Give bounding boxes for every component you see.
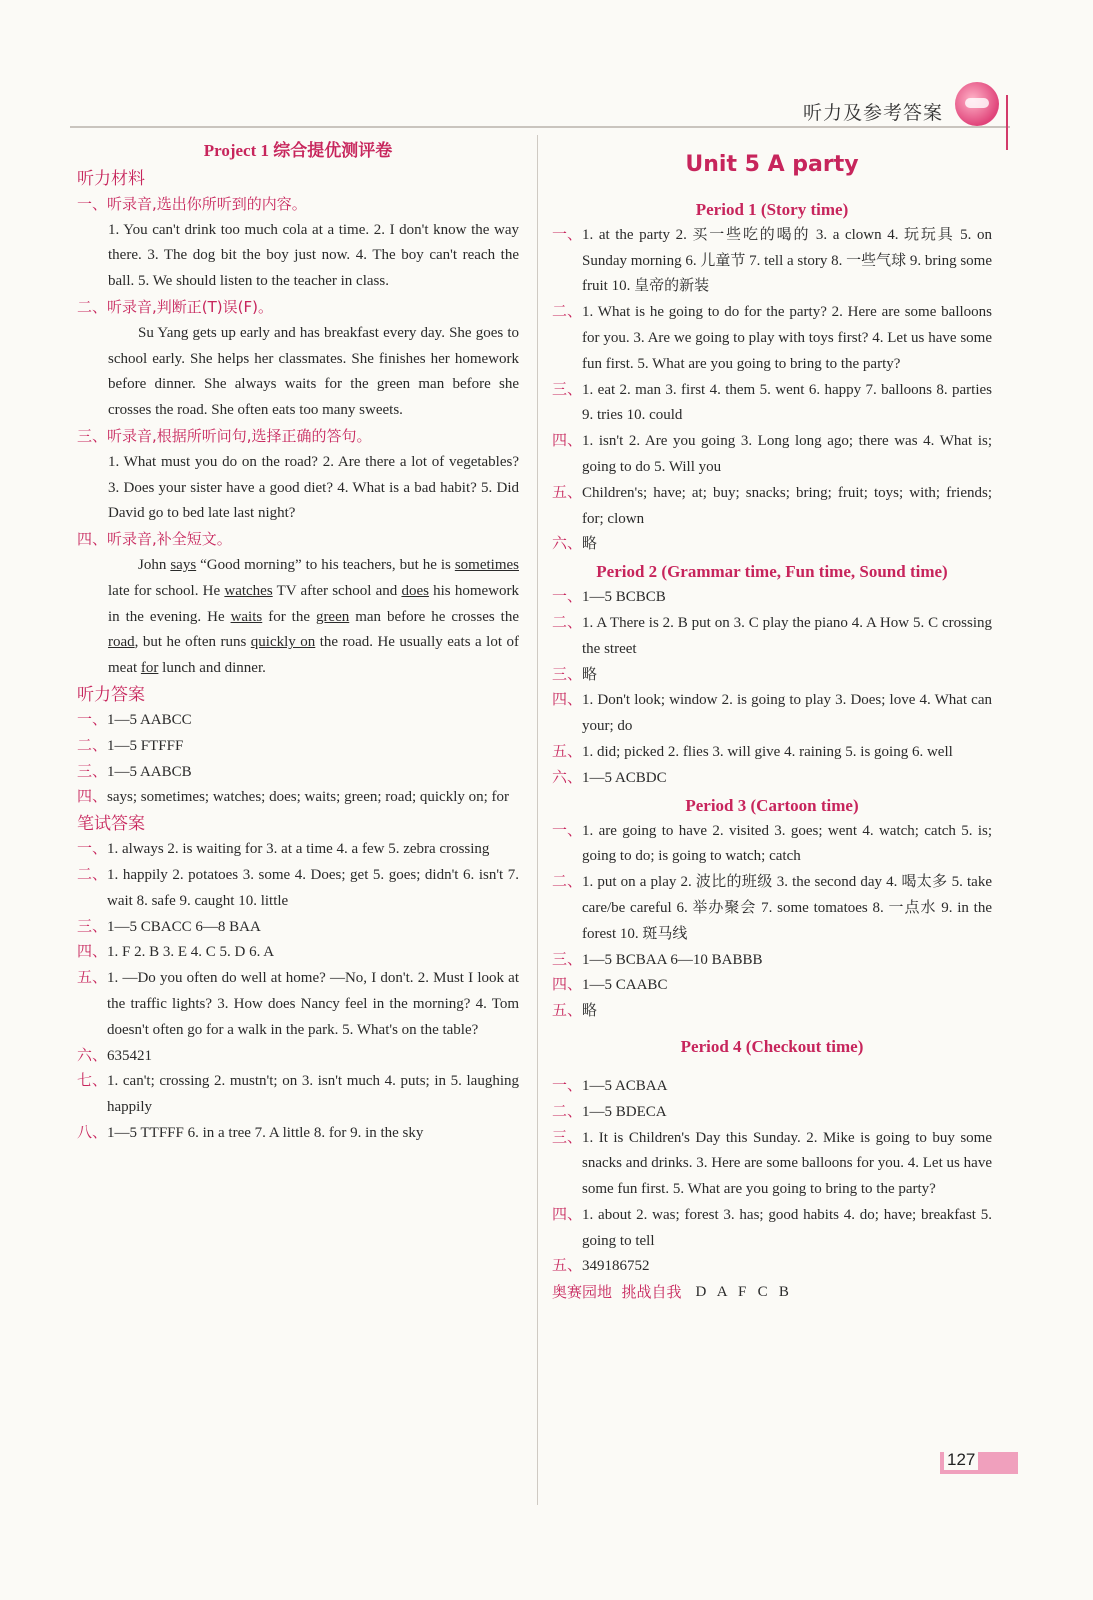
listening-material-heading: 听力材料 bbox=[77, 168, 145, 189]
written-answers-heading: 笔试答案 bbox=[77, 814, 145, 835]
question-4-heading: 四、听录音,补全短文。 bbox=[77, 530, 232, 549]
answer-row: 三、 略 bbox=[552, 666, 598, 683]
olympiad-answers: D A F C B bbox=[695, 1284, 789, 1301]
left-column bbox=[77, 138, 519, 1147]
answer-row: 六、 635421 bbox=[77, 1047, 153, 1064]
period-3-title: Period 3 (Cartoon time) bbox=[685, 795, 859, 815]
olympiad-row bbox=[552, 1280, 992, 1306]
answer-row: 三、 1. It is Children's Day this Sunday. 2. Mike is going to buy some snacks and drinks. 3. Here are some balloons for you. 4. Let us have some fun first. 5. What are you going to bring to the party? bbox=[552, 1129, 992, 1198]
page-number: 127 bbox=[944, 1450, 978, 1470]
question-4-text: John says “Good morning” to his teachers, but he is sometimes late for school. He watches TV after school and does his homework in the evening. He waits for the green man before he crosses the road, but he often runs quickly on the road. He usually eats a lot of meat for lunch and dinner. bbox=[108, 556, 519, 677]
answer-row: 四、 1. isn't 2. Are you going 3. Long long ago; there was 4. What is; going to do 5. Will you bbox=[552, 433, 992, 475]
answer-row: 三、 1—5 CBACC 6—8 BAA bbox=[77, 918, 261, 935]
answer-row: 六、 略 bbox=[552, 536, 598, 553]
question-2-heading: 二、听录音,判断正(T)误(F)。 bbox=[77, 297, 273, 316]
answer-row: 二、 1. happily 2. potatoes 3. some 4. Does; get 5. goes; didn't 6. isn't 7. wait 8. safe 9. caught 10. little bbox=[77, 866, 519, 909]
answer-row: 五、 Children's; have; at; buy; snacks; bring; fruit; toys; with; friends; for; clown bbox=[552, 484, 992, 527]
project-title: Project 1 综合提优测评卷 bbox=[203, 141, 393, 160]
question-3-text: 1. What must you do on the road? 2. Are there a lot of vegetables? 3. Does your sister have a good diet? 4. What is a bad habit? 5. Did David go to bed late last night? bbox=[108, 453, 519, 522]
answer-row: 二、 1—5 BDECA bbox=[552, 1103, 667, 1120]
answer-row: 五、 349186752 bbox=[552, 1258, 650, 1275]
period-2-title: Period 2 (Grammar time, Fun time, Sound time) bbox=[596, 562, 948, 582]
period-1-title: Period 1 (Story time) bbox=[695, 199, 849, 219]
logo-icon bbox=[955, 82, 999, 126]
question-3-heading: 三、听录音,根据所听问句,选择正确的答句。 bbox=[77, 426, 372, 445]
listening-answers-list bbox=[77, 708, 519, 811]
answer-row: 八、 1—5 TTFFF 6. in a tree 7. A little 8. for 9. in the sky bbox=[77, 1124, 424, 1141]
answer-row: 二、 1. What is he going to do for the party? 2. Here are some balloons for you. 3. Are we going to play with toys first? 4. Let us have some fun first. 5. What are you going to bring to the party? bbox=[552, 304, 992, 372]
answer-row: 一、 1. always 2. is waiting for 3. at a time 4. a few 5. zebra crossing bbox=[77, 841, 490, 858]
olympiad-label: 奥赛园地 挑战自我 bbox=[552, 1283, 682, 1302]
answer-row: 四、 1. Don't look; window 2. is going to play 3. Does; love 4. What can your; do bbox=[552, 692, 992, 735]
header-accent-bar bbox=[1006, 95, 1008, 150]
answer-row: 二、 1. A There is 2. B put on 3. C play the piano 4. A How 5. C crossing the street bbox=[552, 614, 992, 657]
question-1-text: 1. You can't drink too much cola at a time. 2. I don't know the way there. 3. The dog bit the boy just now. 4. The boy can't reach the ball. 5. We should listen to the teacher in class. bbox=[108, 221, 519, 290]
answer-row: 三、 1—5 BCBAA 6—10 BABBB bbox=[552, 951, 763, 968]
answer-row: 四、 1—5 CAABC bbox=[552, 977, 668, 994]
answer-row: 五、 1. —Do you often do well at home? —No, I don't. 2. Must I look at the traffic lights? 3. How does Nancy feel in the morning? 4. Tom doesn't often go for a walk in the park. 5. What's on the table? bbox=[77, 970, 519, 1038]
header-rule bbox=[70, 126, 1010, 128]
answer-row: 六、 1—5 ACBDC bbox=[552, 769, 667, 786]
right-column bbox=[552, 138, 992, 1306]
written-answers-list bbox=[77, 837, 519, 1147]
answer-row: 五、 1. did; picked 2. flies 3. will give 4. raining 5. is going 6. well bbox=[552, 743, 953, 760]
column-divider bbox=[537, 135, 538, 1505]
answer-row: 七、 1. can't; crossing 2. mustn't; on 3. isn't much 4. puts; in 5. laughing happily bbox=[77, 1073, 519, 1116]
answer-row: 一、 1—5 AABCC bbox=[77, 711, 192, 728]
answer-row: 五、 略 bbox=[552, 1003, 598, 1020]
answer-row: 一、 1—5 BCBCB bbox=[552, 589, 666, 606]
question-1-heading: 一、听录音,选出你所听到的内容。 bbox=[77, 194, 307, 213]
unit-title: Unit 5 A party bbox=[685, 152, 859, 177]
answer-row: 三、 1—5 AABCB bbox=[77, 763, 192, 780]
period-4-title: Period 4 (Checkout time) bbox=[680, 1036, 864, 1056]
answer-row: 三、 1. eat 2. man 3. first 4. them 5. went 6. happy 7. balloons 8. parties 9. tries 10. could bbox=[552, 381, 992, 424]
answer-row: 二、 1. put on a play 2. 波比的班级 3. the second day 4. 喝太多 5. take care/be careful 6. 举办聚会 7. some tomatoes 8. 一点水 9. in the forest 10. 斑马线 bbox=[552, 874, 992, 942]
question-2-text: Su Yang gets up early and has breakfast every day. She goes to school early. She helps her classmates. She finishes her homework before dinner. She always waits for the green man before she crosses the road. She often eats too many sweets. bbox=[108, 324, 519, 419]
answer-row: 一、 1. at the party 2. 买一些吃的喝的 3. a clown 4. 玩玩具 5. on Sunday morning 6. 儿童节 7. tell a story 8. 一些气球 9. bring some fruit 10. 皇帝的新装 bbox=[552, 226, 992, 295]
answer-row: 四、 1. about 2. was; forest 3. has; good habits 4. do; have; breakfast 5. going to tell bbox=[552, 1206, 992, 1249]
answer-row: 一、 1—5 ACBAA bbox=[552, 1077, 668, 1094]
listening-answers-heading: 听力答案 bbox=[77, 684, 145, 705]
answer-row: 四、 says; sometimes; watches; does; waits; green; road; quickly on; for bbox=[77, 789, 510, 806]
header-title: 听力及参考答案 bbox=[803, 102, 944, 124]
answer-row: 四、 1. F 2. B 3. E 4. C 5. D 6. A bbox=[77, 944, 275, 961]
answer-row: 一、 1. are going to have 2. visited 3. goes; went 4. watch; catch 5. is; going to do; is going to watch; catch bbox=[552, 822, 992, 865]
answer-row: 二、 1—5 FTFFF bbox=[77, 737, 184, 754]
